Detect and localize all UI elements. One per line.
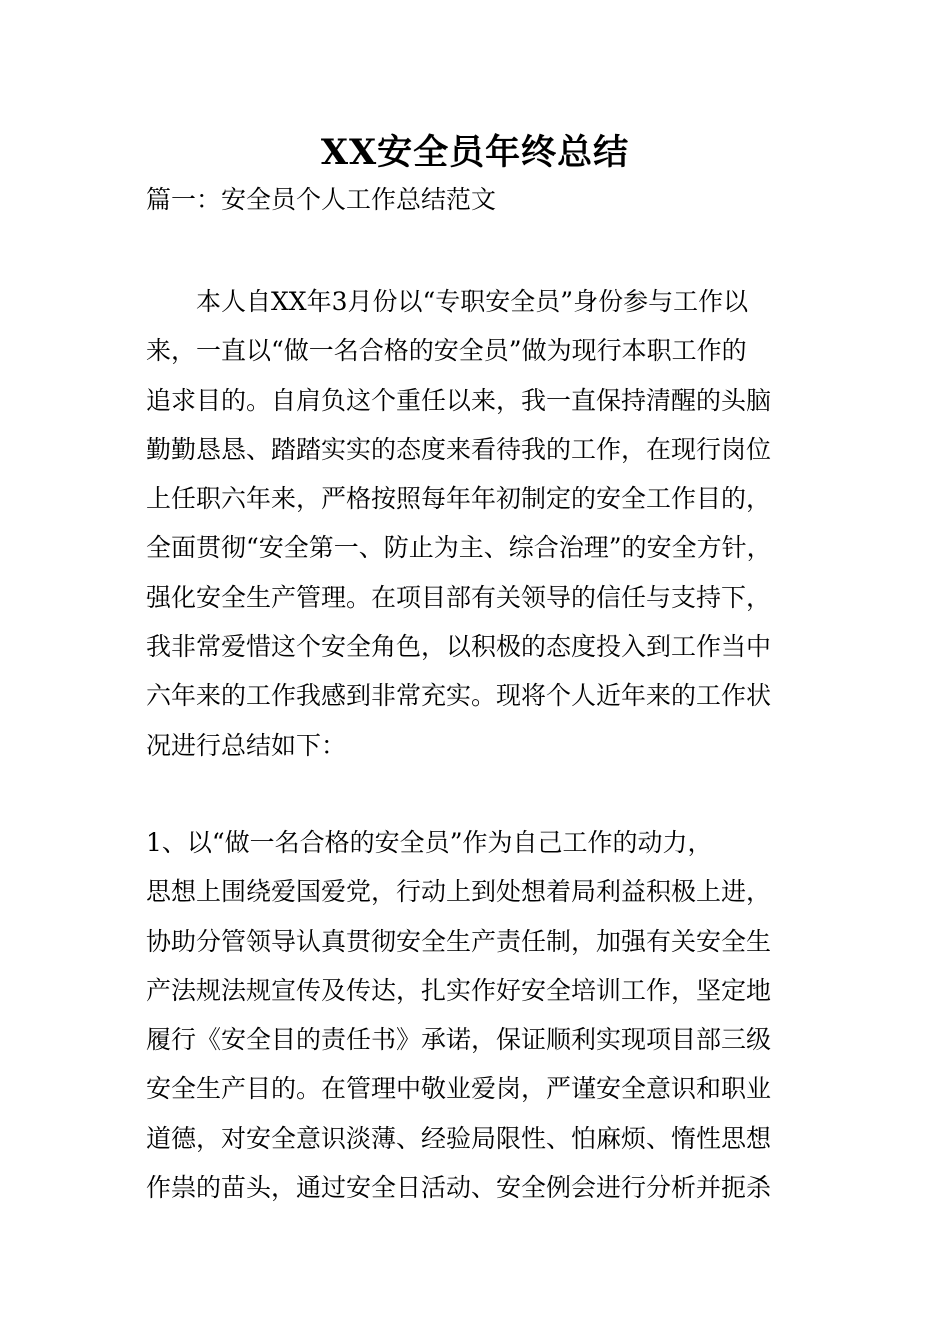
paragraph-line: 安全生产目的。在管理中敬业爱岗，严谨安全意识和职业 [146,1074,772,1104]
paragraph-line: 上任职六年来，严格按照每年年初制定的安全工作目的， [146,484,772,514]
paragraph-line: 况进行总结如下： [146,730,347,760]
paragraph-line: 1、以“做一名合格的安全员”作为自己工作的动力， [146,828,713,857]
paragraph-line: 我非常爱惜这个安全角色，以积极的态度投入到工作当中 [146,632,772,662]
paragraph-line: 来，一直以“做一名合格的安全员”做为现行本职工作的 [146,336,747,366]
paragraph-line: 六年来的工作我感到非常充实。现将个人近年来的工作状 [146,681,772,711]
paragraph-line: 产法规法规宣传及传达，扎实作好安全培训工作，坚定地 [146,975,772,1005]
paragraph-1 [146,277,826,770]
document-title: XX安全员年终总结 [320,132,630,173]
paragraph-line: 追求目的。自肩负这个重任以来，我一直保持清醒的头脑 [146,385,772,415]
paragraph-line: 本人自XX年3月份以“专职安全员”身份参与工作以 [146,287,749,316]
paragraph-line: 思想上围绕爱国爱党，行动上到处想着局利益积极上进， [146,877,772,907]
paragraph-line: 全面贯彻“安全第一、防止为主、综合治理”的安全方针， [146,533,772,563]
paragraph-line: 勤勤恳恳、踏踏实实的态度来看待我的工作，在现行岗位 [146,434,772,464]
paragraph-line: 道德，对安全意识淡薄、经验局限性、怕麻烦、惰性思想 [146,1123,772,1153]
paragraph-2 [146,818,826,1212]
paragraph-line: 作祟的苗头，通过安全日活动、安全例会进行分析并扼杀 [146,1173,772,1203]
document-subtitle: 篇一：安全员个人工作总结范文 [146,185,497,214]
paragraph-line: 协助分管领导认真贯彻安全生产责任制，加强有关安全生 [146,926,772,956]
paragraph-line: 履行《安全目的责任书》承诺，保证顺利实现项目部三级 [146,1025,772,1055]
paragraph-line: 强化安全生产管理。在项目部有关领导的信任与支持下， [146,582,772,612]
